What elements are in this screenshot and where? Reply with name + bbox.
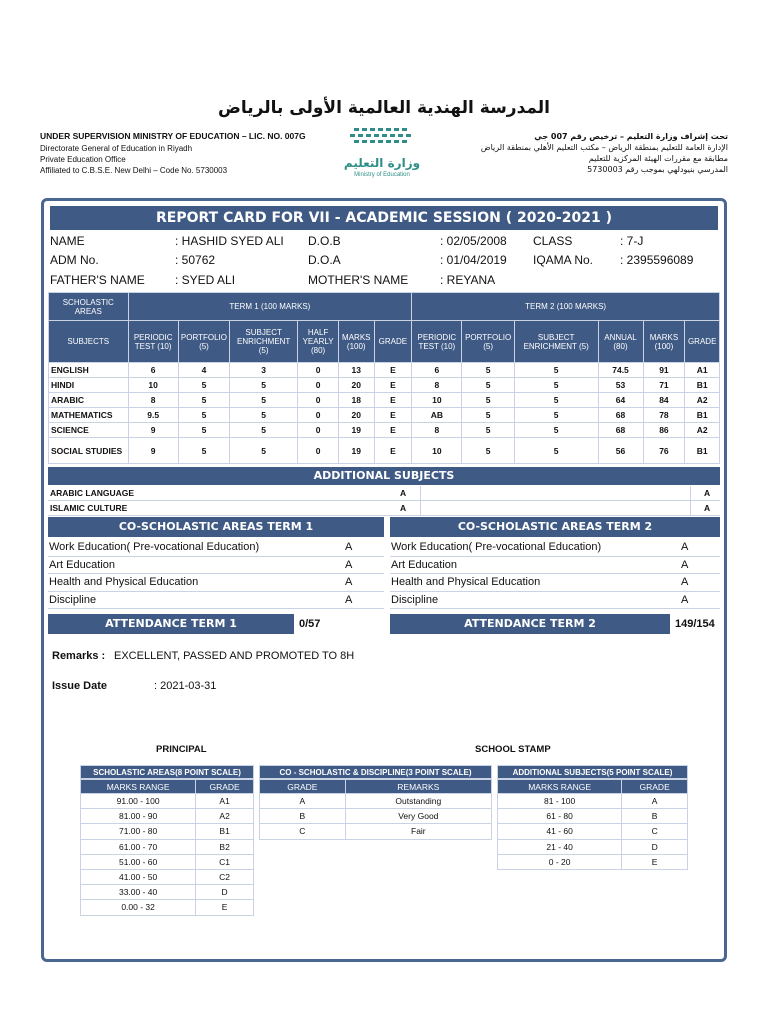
- marks-cell: 0: [298, 408, 339, 423]
- co-scholastic-grade: A: [681, 558, 689, 571]
- scale-header: REMARKS: [345, 780, 491, 794]
- marks-cell: 20: [338, 378, 374, 393]
- marks-row: [49, 438, 720, 464]
- scholastic-scale-caption: SCHOLASTIC AREAS(8 POINT SCALE): [80, 765, 254, 779]
- marks-cell: 5: [230, 378, 298, 393]
- marks-cell: 5: [462, 423, 514, 438]
- marks-cell: 0: [298, 378, 339, 393]
- scale-cell: E: [622, 854, 688, 869]
- scale-cell: C1: [196, 854, 254, 869]
- additional-grade-term2: A: [704, 488, 711, 498]
- marks-cell: AB: [412, 408, 462, 423]
- marks-column-headers: [49, 321, 720, 363]
- marks-column-header: SUBJECTS: [49, 321, 129, 363]
- marks-cell: 10: [128, 378, 178, 393]
- scale-header: MARKS RANGE: [81, 780, 196, 794]
- marks-cell: 9: [128, 438, 178, 464]
- scholastic-scale-table: [80, 779, 254, 916]
- scale-row: [498, 824, 688, 839]
- marks-cell: 0: [298, 363, 339, 378]
- marks-cell: 10: [412, 438, 462, 464]
- scale-cell: 51.00 - 60: [81, 854, 196, 869]
- marks-cell: A2: [685, 423, 720, 438]
- scale-cell: 61 - 80: [498, 809, 622, 824]
- principal-signature: PRINCIPAL: [156, 744, 207, 755]
- scale-cell: B1: [196, 824, 254, 839]
- father-label: FATHER'S NAME: [50, 273, 145, 287]
- scale-row: [260, 794, 492, 809]
- marks-cell: 5: [462, 393, 514, 408]
- scale-row: [81, 794, 254, 809]
- marks-body: [49, 363, 720, 464]
- doa-label: D.O.A: [308, 253, 341, 267]
- scale-cell: B: [622, 809, 688, 824]
- additional-scale: [497, 765, 688, 870]
- scale-row: [260, 824, 492, 839]
- scale-row: [81, 885, 254, 900]
- co-scholastic-area: Work Education( Pre-vocational Education): [391, 541, 602, 553]
- co-scholastic-scale-table: [259, 779, 492, 840]
- marks-cell: 19: [338, 423, 374, 438]
- scale-cell: C: [260, 824, 346, 839]
- marks-cell: A1: [685, 363, 720, 378]
- co-scholastic-row: [48, 539, 384, 557]
- marks-cell: 53: [598, 378, 643, 393]
- additional-grade-term1: A: [400, 488, 407, 498]
- marks-cell: 5: [230, 393, 298, 408]
- scale-cell: C: [622, 824, 688, 839]
- scale-row: [260, 809, 492, 824]
- marks-cell: 5: [230, 423, 298, 438]
- co-scholastic-area: Work Education( Pre-vocational Education): [49, 541, 260, 553]
- code-line-ar: المدرسي بنيودلهي بموجب رقم 5730003: [587, 165, 728, 174]
- marks-cell: 6: [128, 363, 178, 378]
- marks-cell: 64: [598, 393, 643, 408]
- marks-cell: 84: [643, 393, 685, 408]
- marks-column-header: MARKS (100): [643, 321, 685, 363]
- adm-label: ADM No.: [50, 253, 99, 267]
- marks-cell: 5: [230, 438, 298, 464]
- marks-column-header: MARKS (100): [338, 321, 374, 363]
- co-scholastic-row: [48, 557, 384, 575]
- marks-cell: 5: [462, 363, 514, 378]
- affiliation-line: Affiliated to C.B.S.E. New Delhi – Code No. 5730003: [40, 166, 228, 175]
- header-left-info: [40, 131, 340, 176]
- additional-grade-term1: A: [400, 503, 407, 513]
- ministry-logo: [334, 126, 430, 180]
- iqama-value: : 2395596089: [620, 253, 694, 267]
- scale-cell: Fair: [345, 824, 491, 839]
- marks-cell: 10: [412, 393, 462, 408]
- co-scholastic-grade: A: [345, 541, 353, 553]
- marks-cell: E: [374, 423, 412, 438]
- mother-value: : REYANA: [440, 273, 496, 287]
- scholastic-scale: [80, 765, 254, 916]
- marks-row: [49, 423, 720, 438]
- class-value: : 7-J: [620, 234, 644, 248]
- marks-column-header: PERIODIC TEST (10): [412, 321, 462, 363]
- marks-cell: 0: [298, 393, 339, 408]
- additional-scale-table: [497, 779, 688, 870]
- attendance-term2-label: ATTENDANCE TERM 2: [390, 614, 670, 634]
- dob-label: D.O.B: [308, 234, 341, 248]
- marks-cell: 3: [230, 363, 298, 378]
- name-label: NAME: [50, 234, 85, 248]
- marks-cell: E: [374, 378, 412, 393]
- marks-cell: A2: [685, 393, 720, 408]
- scale-cell: 41 - 60: [498, 824, 622, 839]
- remarks-value: EXCELLENT, PASSED AND PROMOTED TO 8H: [114, 650, 355, 662]
- scale-cell: A1: [196, 794, 254, 809]
- marks-cell: 86: [643, 423, 685, 438]
- scale-cell: 91.00 - 100: [81, 794, 196, 809]
- marks-cell: B1: [685, 438, 720, 464]
- scale-cell: B2: [196, 839, 254, 854]
- additional-row: [48, 501, 720, 516]
- co-scholastic-grade: A: [345, 593, 353, 606]
- additional-row: [48, 486, 720, 501]
- mother-label: MOTHER'S NAME: [308, 273, 409, 287]
- additional-divider: [420, 486, 421, 516]
- ministry-logo-en: Ministry of Education: [354, 172, 410, 178]
- scale-header: MARKS RANGE: [498, 780, 622, 794]
- subject-name: MATHEMATICS: [49, 408, 129, 423]
- dob-value: : 02/05/2008: [440, 234, 507, 248]
- marks-cell: 5: [230, 408, 298, 423]
- scale-cell: Very Good: [345, 809, 491, 824]
- scale-cell: A2: [196, 809, 254, 824]
- marks-cell: 5: [514, 363, 598, 378]
- marks-cell: E: [374, 408, 412, 423]
- marks-row: [49, 363, 720, 378]
- marks-column-header: PORTFOLIO (5): [178, 321, 229, 363]
- co-scholastic-area: Art Education: [49, 558, 116, 571]
- marks-cell: E: [374, 363, 412, 378]
- school-stamp: SCHOOL STAMP: [475, 744, 551, 755]
- scale-cell: 81.00 - 90: [81, 809, 196, 824]
- marks-cell: 9.5: [128, 408, 178, 423]
- marks-cell: 74.5: [598, 363, 643, 378]
- scale-row: [498, 809, 688, 824]
- scale-header: GRADE: [196, 780, 254, 794]
- additional-scale-caption: ADDITIONAL SUBJECTS(5 POINT SCALE): [497, 765, 688, 779]
- scale-cell: 41.00 - 50: [81, 869, 196, 884]
- marks-column-header: GRADE: [685, 321, 720, 363]
- marks-cell: 5: [462, 408, 514, 423]
- scale-row: [81, 854, 254, 869]
- scale-row: [81, 869, 254, 884]
- co-scholastic-area: Art Education: [391, 558, 458, 571]
- marks-cell: 5: [178, 408, 229, 423]
- marks-cell: 20: [338, 408, 374, 423]
- marks-cell: 78: [643, 408, 685, 423]
- co-scholastic-area: Health and Physical Education: [391, 576, 541, 588]
- subject-name: ARABIC: [49, 393, 129, 408]
- co-scholastic-grade: A: [345, 576, 353, 588]
- attendance-term1-value: 0/57: [299, 618, 321, 630]
- scholastic-areas-header: SCHOLASTIC AREAS: [49, 293, 129, 321]
- report-card-title: REPORT CARD FOR VII - ACADEMIC SESSION ( 2020-2021 ): [50, 206, 718, 230]
- marks-table: [48, 292, 720, 464]
- marks-cell: 68: [598, 423, 643, 438]
- board-line-ar: مطابقة مع مقررات الهيئة المركزية للتعليم: [588, 154, 728, 163]
- co-scholastic-term2-header: CO-SCHOLASTIC AREAS TERM 2: [390, 517, 720, 537]
- term2-header: TERM 2 (100 MARKS): [412, 293, 720, 321]
- marks-cell: 5: [514, 438, 598, 464]
- scale-header: GRADE: [622, 780, 688, 794]
- subject-name: SOCIAL STUDIES: [49, 438, 129, 464]
- co-scholastic-row: [390, 539, 720, 557]
- co-scholastic-area: Health and Physical Education: [49, 576, 199, 588]
- marks-cell: 9: [128, 423, 178, 438]
- directorate-line: Directorate General of Education in Riyadh: [40, 144, 193, 153]
- co-scholastic-scale-caption: CO - SCHOLASTIC & DISCIPLINE(3 POINT SCALE): [259, 765, 492, 779]
- scale-row: [81, 900, 254, 915]
- header-right-info: [448, 131, 728, 175]
- marks-cell: 71: [643, 378, 685, 393]
- marks-row: [49, 378, 720, 393]
- marks-column-header: PORTFOLIO (5): [462, 321, 514, 363]
- additional-subject: ARABIC LANGUAGE: [50, 488, 135, 498]
- marks-column-header: SUBJECT ENRICHMENT (5): [230, 321, 298, 363]
- marks-column-header: HALF YEARLY (80): [298, 321, 339, 363]
- co-scholastic-area: Discipline: [391, 593, 439, 606]
- scale-cell: D: [196, 885, 254, 900]
- co-scholastic-grade: A: [345, 558, 353, 571]
- marks-column-header: PERIODIC TEST (10): [128, 321, 178, 363]
- issue-date-label: Issue Date: [52, 680, 108, 692]
- adm-value: : 50762: [175, 253, 216, 267]
- scale-cell: E: [196, 900, 254, 915]
- additional-grade-term2: A: [704, 503, 711, 513]
- co-scholastic-grade: A: [681, 541, 689, 553]
- marks-cell: 8: [412, 423, 462, 438]
- scale-cell: 81 - 100: [498, 794, 622, 809]
- scale-cell: 71.00 - 80: [81, 824, 196, 839]
- additional-subjects-header: ADDITIONAL SUBJECTS: [48, 467, 720, 485]
- marks-cell: E: [374, 438, 412, 464]
- remarks-label: Remarks :: [52, 650, 106, 662]
- scale-cell: 0.00 - 32: [81, 900, 196, 915]
- term1-header: TERM 1 (100 MARKS): [128, 293, 412, 321]
- marks-cell: 13: [338, 363, 374, 378]
- school-name-arabic: المدرسة الهندية العالمية الأولى بالرياض: [217, 98, 550, 118]
- scale-cell: Outstanding: [345, 794, 491, 809]
- additional-divider: [690, 486, 691, 516]
- additional-scale-body: [498, 794, 688, 870]
- co-scholastic-row: [390, 557, 720, 575]
- office-line: Private Education Office: [40, 155, 126, 164]
- student-name: : HASHID SYED ALI: [175, 234, 284, 248]
- marks-cell: 5: [178, 393, 229, 408]
- additional-subject: ISLAMIC CULTURE: [50, 503, 128, 513]
- scale-cell: A: [622, 794, 688, 809]
- scale-cell: 21 - 40: [498, 839, 622, 854]
- iqama-label: IQAMA No.: [533, 253, 594, 267]
- co-scholastic-row: [48, 574, 384, 592]
- subject-name: ENGLISH: [49, 363, 129, 378]
- co-scholastic-row: [48, 592, 384, 610]
- scale-row: [81, 824, 254, 839]
- marks-cell: 8: [412, 378, 462, 393]
- marks-cell: 18: [338, 393, 374, 408]
- scale-row: [81, 809, 254, 824]
- father-value: : SYED ALI: [175, 273, 236, 287]
- attendance-term2-value: 149/154: [675, 618, 715, 630]
- scale-row: [498, 839, 688, 854]
- scholastic-scale-body: [81, 794, 254, 916]
- co-scholastic-scale-body: [260, 794, 492, 840]
- scale-row: [498, 794, 688, 809]
- scale-row: [498, 854, 688, 869]
- marks-cell: 5: [178, 438, 229, 464]
- supervision-line: UNDER SUPERVISION MINISTRY OF EDUCATION – LIC. NO. 007G: [40, 131, 306, 141]
- marks-cell: 68: [598, 408, 643, 423]
- marks-cell: 76: [643, 438, 685, 464]
- scale-cell: A: [260, 794, 346, 809]
- marks-column-header: GRADE: [374, 321, 412, 363]
- supervision-line-ar: تحت إشراف وزارة التعليم – ترخيص رقم 007 جي: [534, 132, 728, 141]
- marks-cell: 5: [462, 438, 514, 464]
- co-scholastic-row: [390, 592, 720, 610]
- marks-cell: 5: [178, 378, 229, 393]
- scale-cell: C2: [196, 869, 254, 884]
- ministry-logo-icon: [334, 126, 430, 150]
- marks-cell: 56: [598, 438, 643, 464]
- marks-cell: 5: [514, 423, 598, 438]
- co-scholastic-term1-header: CO-SCHOLASTIC AREAS TERM 1: [48, 517, 384, 537]
- marks-cell: 0: [298, 423, 339, 438]
- marks-cell: B1: [685, 378, 720, 393]
- marks-cell: 91: [643, 363, 685, 378]
- scale-cell: B: [260, 809, 346, 824]
- marks-cell: 6: [412, 363, 462, 378]
- scale-header: GRADE: [260, 780, 346, 794]
- scale-row: [81, 839, 254, 854]
- doa-value: : 01/04/2019: [440, 253, 507, 267]
- marks-cell: E: [374, 393, 412, 408]
- attendance-term1-label: ATTENDANCE TERM 1: [48, 614, 294, 634]
- marks-cell: 5: [178, 423, 229, 438]
- marks-column-header: ANNUAL (80): [598, 321, 643, 363]
- marks-row: [49, 408, 720, 423]
- class-label: CLASS: [533, 234, 573, 248]
- ministry-logo-ar: وزارة التعليم: [343, 156, 421, 170]
- marks-cell: 5: [514, 408, 598, 423]
- co-scholastic-grade: A: [681, 576, 689, 588]
- co-scholastic-scale: [259, 765, 492, 840]
- co-scholastic-grade: A: [681, 593, 689, 606]
- marks-cell: 5: [514, 393, 598, 408]
- scale-cell: D: [622, 839, 688, 854]
- issue-date-value: : 2021-03-31: [154, 680, 217, 692]
- directorate-line-ar: الإدارة العامة للتعليم بمنطقة الرياض – مكتب التعليم الأهلي بمنطقة الرياض: [480, 143, 728, 152]
- marks-row: [49, 393, 720, 408]
- marks-cell: 0: [298, 438, 339, 464]
- co-scholastic-row: [390, 574, 720, 592]
- scale-cell: 61.00 - 70: [81, 839, 196, 854]
- marks-cell: 5: [514, 378, 598, 393]
- marks-column-header: SUBJECT ENRICHMENT (5): [514, 321, 598, 363]
- subject-name: HINDI: [49, 378, 129, 393]
- marks-cell: 4: [178, 363, 229, 378]
- subject-name: SCIENCE: [49, 423, 129, 438]
- marks-cell: 5: [462, 378, 514, 393]
- scale-cell: 0 - 20: [498, 854, 622, 869]
- scale-cell: 33.00 - 40: [81, 885, 196, 900]
- marks-cell: 19: [338, 438, 374, 464]
- marks-cell: 8: [128, 393, 178, 408]
- marks-cell: B1: [685, 408, 720, 423]
- co-scholastic-area: Discipline: [49, 593, 97, 606]
